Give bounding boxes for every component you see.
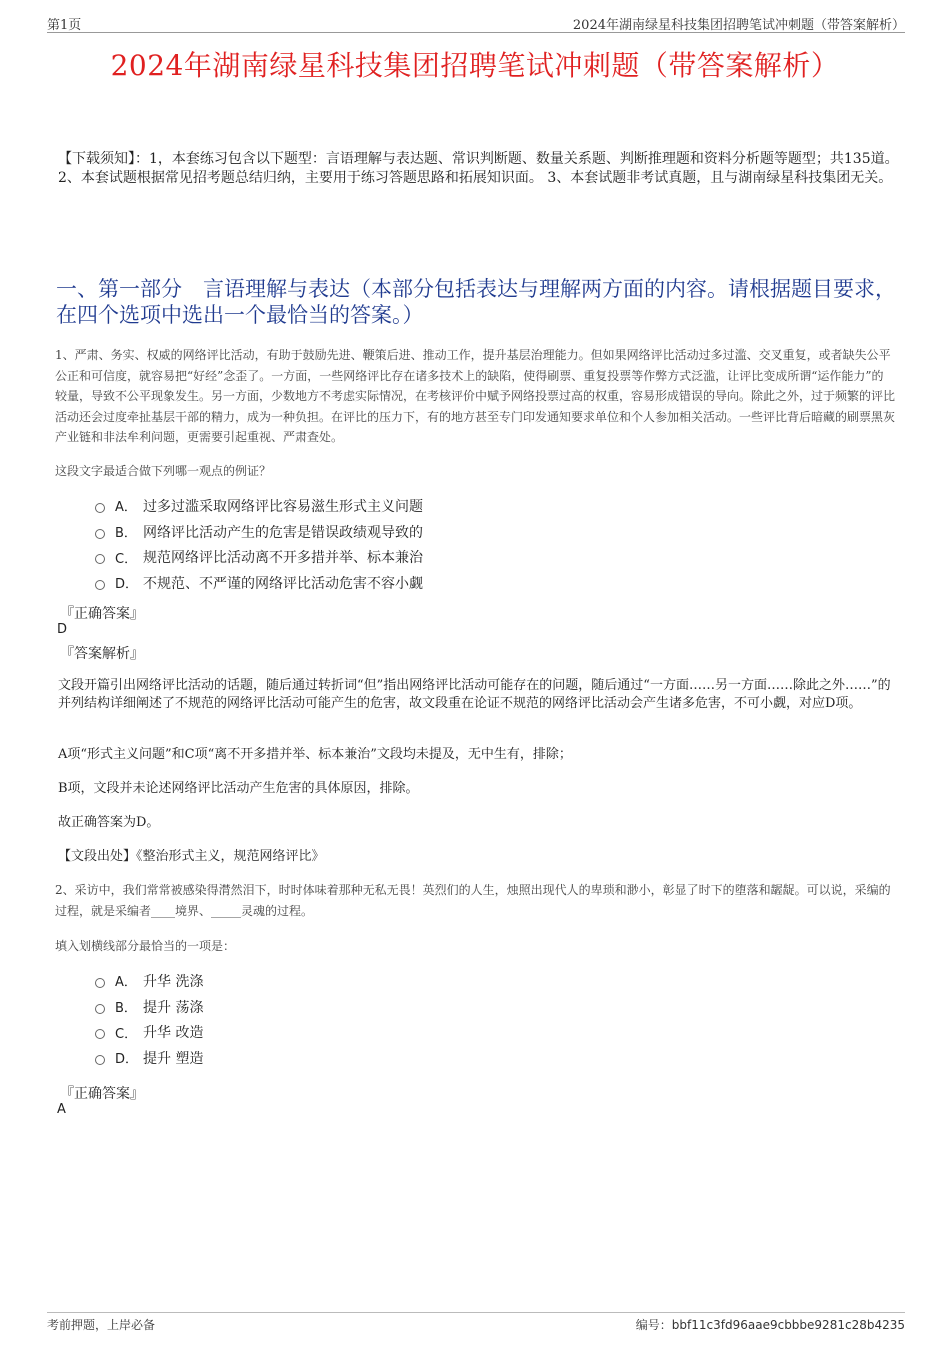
radio-icon[interactable] <box>95 1029 105 1039</box>
option-c[interactable]: C． 升华 改造 <box>95 1019 203 1045</box>
option-c[interactable]: C． 规范网络评比活动离不开多措并举、标本兼治 <box>95 544 423 570</box>
answer-value: D <box>57 622 68 637</box>
question-2-prompt: 填入划横线部分最恰当的一项是： <box>55 939 236 953</box>
option-b[interactable]: B． 提升 荡涤 <box>95 994 203 1020</box>
passage-source: 【文段出处】《整治形式主义，规范网络评比》 <box>58 849 325 864</box>
question-1-options <box>95 493 423 596</box>
analysis-paragraph-2: A项“形式主义问题”和C项“离不开多措并举、标本兼治”文段均未提及，无中生有，排除； <box>58 747 572 762</box>
analysis-paragraph-3: B项，文段并未论述网络评比活动产生危害的具体原因，排除。 <box>58 781 419 796</box>
question-2-passage: 2、采访中，我们常常被感染得潸然泪下，时时体味着那种无私无畏！英烈们的人生，烛照出现代人的卑琐和渺小，彰显了时下的堕落和龌龊。可以说，采编的过程，就是采编者____境界、_____灵魂的过程。 <box>55 883 891 918</box>
document-code: 编号：bbf11c3fd96aae9cbbbe9281c28b4235 <box>635 1318 905 1332</box>
analysis-paragraph-4: 故正确答案为D。 <box>58 815 160 830</box>
radio-icon[interactable] <box>95 1055 105 1065</box>
radio-icon[interactable] <box>95 554 105 564</box>
analysis-label: 『答案解析』 <box>60 646 144 662</box>
option-d[interactable]: D． 不规范、不严谨的网络评比活动危害不容小觑 <box>95 570 423 596</box>
answer-label: 『正确答案』 <box>60 1086 144 1102</box>
radio-icon[interactable] <box>95 503 105 513</box>
option-d[interactable]: D． 提升 塑造 <box>95 1045 203 1071</box>
document-title: 2024年湖南绿星科技集团招聘笔试冲刺题（带答案解析） <box>110 49 840 82</box>
answer-value: A <box>57 1102 66 1117</box>
radio-icon[interactable] <box>95 529 105 539</box>
radio-icon[interactable] <box>95 580 105 590</box>
page-number: 第1页 <box>47 18 82 33</box>
option-b[interactable]: B． 网络评比活动产生的危害是错误政绩观导致的 <box>95 519 423 545</box>
question-1-prompt: 这段文字最适合做下列哪一观点的例证？ <box>55 464 272 478</box>
header-doc-title: 2024年湖南绿星科技集团招聘笔试冲刺题（带答案解析） <box>572 18 905 33</box>
page-header <box>47 12 905 33</box>
question-2-options <box>95 968 203 1071</box>
option-a[interactable]: A． 升华 洗涤 <box>95 968 203 994</box>
question-1-passage: 1、严肃、务实、权威的网络评比活动，有助于鼓励先进、鞭策后进、推动工作，提升基层治理能力。但如果网络评比活动过多过滥、交叉重复，或者缺失公平公正和可信度，就容易把“好经”念歪了。一方面，一些网络评比存在诸多技术上的缺陷，使得刷票、重复投票等作弊方式泛滥，让评比变成所谓“运作能力”的较量，导致不公平现象发生。另一方面，少数地方不考虑实际情况，在考核评价中赋予网络投票过高的权重，容易形成错误的导向。除此之外，过于频繁的评比活动还会过度牵扯基层干部的精力，成为一种负担。在评比的压力下，有的地方甚至专门印发通知要求单位和个人参加相关活动。一些评比背后暗藏的刷票黑灰产业链和非法牟利问题，更需要引起重视、严肃查处。 <box>55 348 896 444</box>
analysis-paragraph-1: 文段开篇引出网络评比活动的话题，随后通过转折词“但”指出网络评比活动可能存在的问题，随后通过“一方面……另一方面……除此之外……”的并列结构详细阐述了不规范的网络评比活动可能产生的危害，故文段重在论证不规范的网络评比活动会产生诸多危害，不可小觑，对应D项。 <box>58 678 891 711</box>
section-heading: 一、第一部分 言语理解与表达（本部分包括表达与理解两方面的内容。请根据题目要求，在四个选项中选出一个最恰当的答案。） <box>56 277 896 327</box>
download-notice: 【下载须知】：1，本套练习包含以下题型：言语理解与表达题、常识判断题、数量关系题、判断推理题和资料分析题等题型；共135道。 2、本套试题根据常见招考题总结归纳，主要用于练习答题思路和拓展知识面。 3、本套试题非考试真题，且与湖南绿星科技集团无关。 <box>58 151 899 186</box>
footer-slogan: 考前押题，上岸必备 <box>47 1318 156 1332</box>
footer-divider <box>47 1312 905 1313</box>
option-a[interactable]: A． 过多过滥采取网络评比容易滋生形式主义问题 <box>95 493 423 519</box>
radio-icon[interactable] <box>95 1004 105 1014</box>
answer-label: 『正确答案』 <box>60 606 144 622</box>
radio-icon[interactable] <box>95 978 105 988</box>
